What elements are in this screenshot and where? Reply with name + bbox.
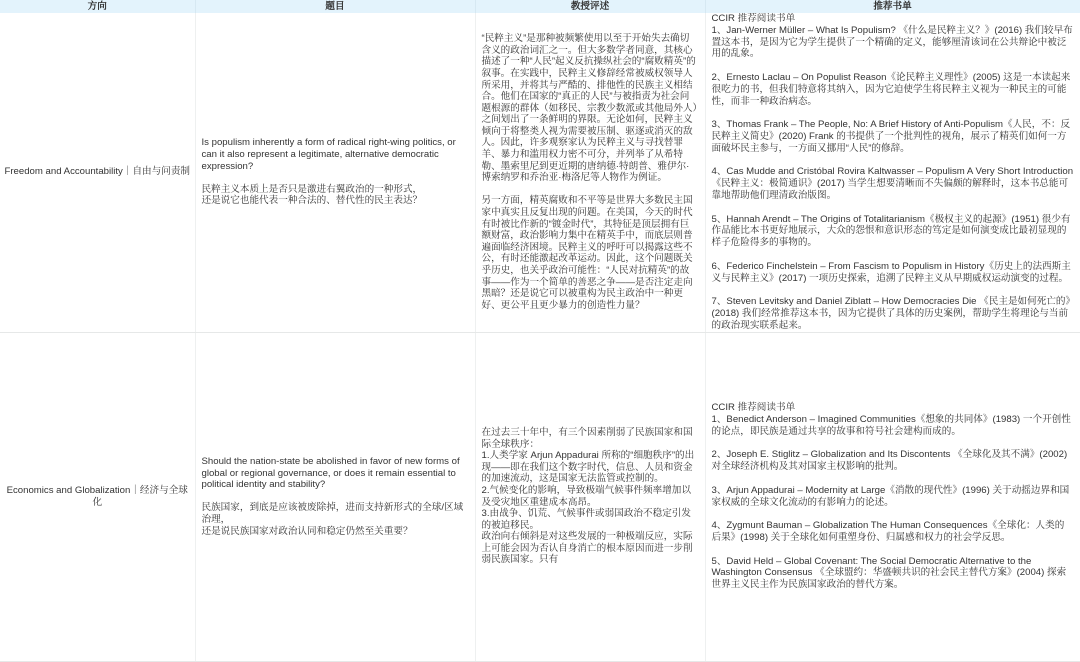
books-title: CCIR 推荐阅读书单	[711, 402, 796, 414]
column-header-comment: 教授评述	[475, 0, 705, 13]
direction-cell: Economics and Globalization｜经济与全球化	[0, 332, 195, 661]
column-header-books: 推荐书单	[705, 0, 1080, 13]
books-cell	[705, 332, 1080, 661]
book-item: 2、Ernesto Laclau – On Populist Reason《论民粹主义理性》(2005) 这是一本读起来很吃力的书，但我们特意将其纳入，因为它迫使学生将民粹主义视为一种民主的可能性，而非一种政治病态。	[711, 71, 1071, 107]
column-header-direction: 方向	[0, 0, 195, 13]
book-item: 5、Hannah Arendt – The Origins of Totalitarianism《极权主义的起源》(1951) 很少有作品能比本书更好地展示，大众的怨恨和意识形态的笃定是如何演变成比最初显现的样子危险得多的事物的。	[711, 213, 1071, 249]
book-item: 3、Arjun Appadurai – Modernity at Large《消散的现代性》(1996) 关于动摇边界和国家权威的全球文化流动的有影响力的论述。	[711, 484, 1070, 508]
direction-cell: Freedom and Accountability｜自由与问责制	[0, 13, 195, 332]
topic-cell: Should the nation-state be abolished in favor of new forms of global or regional governance, or does it remain essential to political identity and stability? 民族国家，到底是应该被废除掉，进而支持新形式的全球/区域治理， 还是说民族国家对政治认同和稳定仍然至关重要？	[195, 332, 475, 661]
book-item: 7、Steven Levitsky and Daniel Ziblatt – How Democracies Die 《民主是如何死亡的》(2018) 我们经常推荐这本书，因为它提供了具体的历史案例，帮助学生将理论与当前的政治现实联系起来。	[711, 296, 1071, 331]
book-item: 3、Thomas Frank – The People, No: A Brief History of Anti-Populism《人民，不：反民粹主义简史》(2020) Frank 的书提供了一个批判性的视角，展示了精英们如何一方面破坏民主参与，一方面又挪用“人民”的修辞。	[711, 119, 1071, 154]
comment-cell: 在过去三十年中，有三个因素削弱了民族国家和国际全球秩序： 1.人类学家 Arjun Appadurai 所称的“细胞秩序”的出现——即在我们这个数字时代，信息、人员和资金的加速流动，这是国家无法监管或控制的。 2.气候变化的影响，导致极端气候事件频率增加以及受灾地区重建成本高昂。 3.由战争、饥荒、气候事件或弱国政治不稳定引发的被迫移民。 政治向右倾斜是对这些发展的一种极端反应，实际上可能会因为否认自身消亡的根本原因而进一步削弱民族国家。只有	[475, 332, 705, 661]
topic-cell: Is populism inherently a form of radical right-wing politics, or can it also represent a legitimate, alternative democratic expression? 民粹主义本质上是否只是激进右翼政治的一种形式， 还是说它也能代表一种合法的、替代性的民主表达？	[195, 13, 475, 332]
book-item: 4、Cas Mudde and Cristóbal Rovira Kaltwasser – Populism A Very Short Introduction《民粹主义：极简通识》(2017) 当学生想要清晰而不失偏颇的解释时，这本书总能可靠地帮助他们理清政治版图。	[711, 166, 1074, 201]
column-header-topic: 题目	[195, 0, 475, 13]
book-item: 1、Benedict Anderson – Imagined Communities《想象的共同体》(1983) 一个开创性的论点，即民族是通过共享的故事和符号社会建构而成的。	[711, 413, 1071, 437]
table-row	[0, 332, 1080, 661]
book-item: 4、Zygmunt Bauman – Globalization The Human Consequences《全球化：人类的后果》(1998) 关于全球化如何重塑身份、归属感和权力的社会学反思。	[711, 520, 1065, 543]
book-item: 2、Joseph E. Stiglitz – Globalization and Its Discontents 《全球化及其不满》(2002) 对全球经济机构及其对国家主权影响的批判。	[711, 449, 1070, 473]
book-item: 6、Federico Finchelstein – From Fascism to Populism in History《历史上的法西斯主义与民粹主义》(2017) 一项历史探索，追溯了民粹主义从早期威权运动演变的过程。	[711, 260, 1071, 284]
comment-cell: “民粹主义”是那种被频繁使用以至于开始失去确切含义的政治词汇之一。但大多数学者同意，其核心描述了一种“人民”起义反抗操纵社会的“腐败精英”的叙事。在实践中，民粹主义修辞经常被威权领导人所采用，并将其与严酷的、排他性的民族主义相结合。他们在国家的“真正的人民”与被指责为社会问题根源的群体（如移民、宗教少数派或其他局外人）之间划出了一条鲜明的界限。无论如何，民粹主义倾向于将整类人视为需要被压制、驱逐或消灭的敌人。因此，许多观察家认为民粹主义与寻找替罪羊、暴力和滥用权力密不可分，并列举了从希特勒、墨索里尼到更近期的唐纳德·特朗普、雅伊尔·博索纳罗和乔治亚·梅洛尼等人物作为例证。 另一方面，精英腐败和不平等是世界大多数民主国家中真实且反复出现的问题。在美国，今天的时代有时被比作新的“镀金时代”，其特征是顶层拥有巨额财富，政治影响力集中在精英手中，而底层则普遍面临经济困境。民粹主义的呼吁可以揭露这些不公，有时还能激起改革运动。因此，这个问题既关乎历史，也关乎政治可能性：“人民对抗精英”的故事——作为一个简单的善恶之争——是否注定走向黑暗？还是说它可以被重构为民主政治中一种更好、更公平且更少暴力的创造性力量？	[475, 13, 705, 332]
book-item: 1、Jan-Werner Müller – What Is Populism? 《什么是民粹主义？》(2016) 我们较早布置这本书，是因为它为学生提供了一个精确的定义，能够厘清该词在公共辩论中被泛用的乱象。	[711, 24, 1073, 60]
books-title: CCIR 推荐阅读书单	[711, 13, 796, 24]
books-cell	[705, 13, 1080, 332]
table-header-row	[0, 0, 1080, 13]
table-row	[0, 13, 1080, 332]
book-item: 5、David Held – Global Covenant: The Social Democratic Alternative to the Washington Consensus 《全球盟约：华盛顿共识的社会民主替代方案》(2004) 探索世界主义民主作为民族国家政治的替代方案。	[711, 555, 1067, 591]
